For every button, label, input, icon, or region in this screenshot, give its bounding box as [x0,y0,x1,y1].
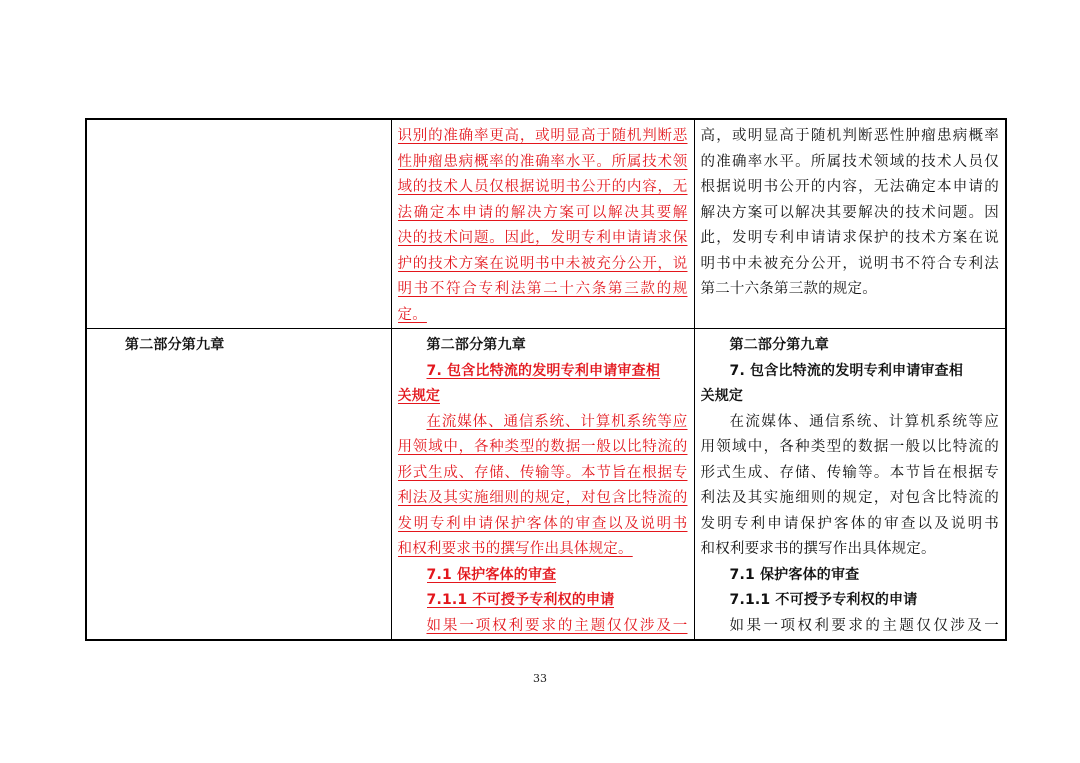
text-line: 的准确率水平。所属技术领域的技术人员仅 [700,153,999,170]
text-line: 性肿瘤患病概率的准确率水平。所属技术领 [397,153,688,170]
subsection-title: 7.1 保护客体的审查 [729,566,860,583]
text-line: 和权利要求书的撰写作出具体规定。 [700,541,936,557]
text-line: 发明专利申请保护客体的审查以及说明书 [397,515,688,532]
subsection-title: 7.1 保护客体的审查 [426,566,557,583]
chapter-heading: 第二部分第九章 [729,337,829,353]
section-title: 7. 包含比特流的发明专利申请审查相 [729,362,964,379]
text-line: 如果一项权利要求的主题仅仅涉及一 [426,617,688,634]
text-line: 发明专利申请保护客体的审查以及说明书 [700,515,999,532]
text-line: 明书不符合专利法第二十六条第三款的规 [397,281,688,297]
text-line: 此，发明专利申请请求保护的技术方案在说 [700,230,999,246]
revised-text-cell-marked [391,329,694,641]
text-line: 形式生成、存储、传输等。本节旨在根据专 [397,464,688,481]
text-line: 形式生成、存储、传输等。本节旨在根据专 [700,464,999,481]
text-line: 利法及其实施细则的规定，对包含比特流的 [397,490,688,506]
page-number: 33 [533,672,547,685]
text-line: 利法及其实施细则的规定，对包含比特流的 [700,490,999,506]
section-title: 7. 包含比特流的发明专利申请审查相 [426,362,661,379]
revised-text-cell-marked [391,119,694,329]
text-line: 决的技术问题。因此，发明专利申请请求保 [397,230,688,246]
text-line: 高，或明显高于随机判断恶性肿瘤患病概率 [700,128,999,144]
revised-text-cell-clean [694,119,1006,329]
text-line: 在流媒体、通信系统、计算机系统等应 [426,413,688,430]
text-line: 和权利要求书的撰写作出具体规定。 [397,541,633,557]
text-line: 域的技术人员仅根据说明书公开的内容，无 [397,179,688,195]
text-line: 在流媒体、通信系统、计算机系统等应 [729,413,999,430]
comparison-table [85,118,1007,641]
subsection-title: 7.1.1 不可授予专利权的申请 [426,592,615,608]
text-line: 第二十六条第三款的规定。 [700,281,877,297]
text-line: 用领域中，各种类型的数据一般以比特流的 [397,439,688,455]
text-line: 根据说明书公开的内容，无法确定本申请的 [700,179,999,195]
section-title: 关规定 [397,388,441,404]
text-line: 法确定本申请的解决方案可以解决其要解 [397,204,688,221]
table-row [86,119,1006,329]
section-title: 关规定 [700,388,744,404]
original-text-cell [86,329,391,641]
chapter-heading: 第二部分第九章 [426,337,526,353]
original-text-cell [86,119,391,329]
subsection-title: 7.1.1 不可授予专利权的申请 [729,592,918,608]
text-line: 护的技术方案在说明书中未被充分公开，说 [397,255,688,272]
revised-text-cell-clean [694,329,1006,641]
text-line: 定。 [397,306,427,323]
chapter-heading: 第二部分第九章 [125,337,225,353]
text-line: 解决方案可以解决其要解决的技术问题。因 [700,204,999,221]
text-line: 明书中未被充分公开，说明书不符合专利法 [700,255,999,272]
text-line: 识别的准确率更高，或明显高于随机判断恶 [397,128,688,144]
text-line: 用领域中，各种类型的数据一般以比特流的 [700,439,999,455]
text-line: 如果一项权利要求的主题仅仅涉及一 [729,617,999,634]
table-row [86,329,1006,641]
